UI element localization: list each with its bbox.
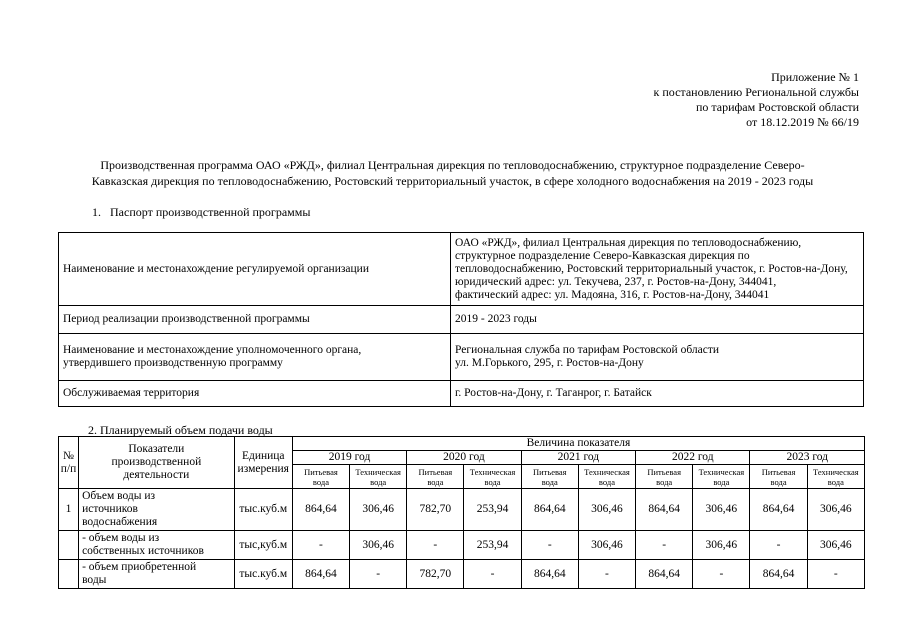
table-row <box>59 531 865 560</box>
label-line: утвердившего производственную программу <box>63 357 283 369</box>
value-line: тепловодоснабжению, Ростовский территориальный участок, г. Ростов-на-Дону, <box>455 262 848 275</box>
header-year: 2019 год <box>292 451 406 465</box>
header-text: вода <box>541 476 558 487</box>
header-technical-water <box>464 465 521 489</box>
header-text: Питьевая <box>761 466 796 477</box>
cell-value: 306,46 <box>578 531 635 560</box>
cell-value: 864,64 <box>750 560 807 589</box>
header-year: 2021 год <box>521 451 635 465</box>
header-number <box>59 437 79 489</box>
section1-title: Паспорт производственной программы <box>110 205 311 219</box>
indicator-line: воды <box>82 574 107 586</box>
row-unit: тыс.куб.м <box>234 560 292 589</box>
appendix-line: от 18.12.2019 № 66/19 <box>746 115 859 129</box>
cell-value: 864,64 <box>636 560 693 589</box>
cell-value: 864,64 <box>521 560 578 589</box>
header-unit <box>234 437 292 489</box>
row-indicator <box>79 531 235 560</box>
row-indicator <box>79 489 235 531</box>
value-line: 2019 - 2023 годы <box>455 313 537 325</box>
cell-value: 253,94 <box>464 489 521 531</box>
header-text: вода <box>427 476 444 487</box>
header-technical-water <box>350 465 407 489</box>
value-line: фактический адрес: ул. Мадояна, 316, г. Ростов-на-Дону, 344041 <box>455 288 770 301</box>
row-number <box>59 531 79 560</box>
cell-value: 306,46 <box>578 489 635 531</box>
cell-value: 306,46 <box>807 489 864 531</box>
header-text: вода <box>312 476 329 487</box>
table-row <box>59 334 864 381</box>
header-text: Техническая <box>584 466 630 477</box>
header-text: вода <box>770 476 787 487</box>
value-line: ОАО «РЖД», филиал Центральная дирекция по тепловодоснабжению, <box>455 236 802 249</box>
header-drinking-water <box>750 465 807 489</box>
cell-value: 864,64 <box>292 560 349 589</box>
passport-label: Обслуживаемая территория <box>59 381 451 407</box>
header-text: Питьевая <box>418 466 453 477</box>
table-row <box>59 489 865 531</box>
header-text: п/п <box>60 462 77 475</box>
header-text: Техническая <box>698 466 745 477</box>
passport-value <box>451 381 864 407</box>
table-row <box>59 306 864 334</box>
table-row <box>59 560 865 589</box>
header-technical-water <box>693 465 750 489</box>
cell-value: 864,64 <box>750 489 807 531</box>
header-text: производственной <box>111 456 202 468</box>
header-drinking-water <box>636 465 693 489</box>
value-line: ул. М.Горького, 295, г. Ростов-на-Дону <box>455 357 644 369</box>
title-line: Производственная программа ОАО «РЖД», филиал Центральная дирекция по тепловодоснабжению, структурное подразделение Северо- <box>100 158 805 172</box>
row-indicator <box>79 560 235 589</box>
indicator-line: собственных источников <box>82 545 204 557</box>
header-text: вода <box>598 476 615 487</box>
cell-value: 864,64 <box>292 489 349 531</box>
header-value: Величина показателя <box>292 437 864 451</box>
header-text: вода <box>370 476 387 487</box>
passport-label: Наименование и местонахождение регулируемой организации <box>59 233 451 306</box>
row-unit: тыс.куб.м <box>234 489 292 531</box>
appendix-line: по тарифам Ростовской области <box>695 100 859 114</box>
volume-table <box>58 436 865 589</box>
header-text: № <box>63 449 75 462</box>
header-text: Питьевая <box>647 466 681 477</box>
passport-value <box>451 306 864 334</box>
header-drinking-water <box>521 465 578 489</box>
value-line: юридический адрес: ул. Текучева, 237, г. Ростов-на-Дону, 344041, <box>455 275 777 288</box>
indicator-line: - объем воды из <box>82 532 160 544</box>
value-line: структурное подразделение Северо-Кавказская дирекция по <box>455 249 750 262</box>
header-text: измерения <box>237 462 289 475</box>
header-drinking-water <box>407 465 464 489</box>
section2-heading: 2. Планируемый объем подачи воды <box>88 423 273 437</box>
cell-value: 864,64 <box>636 489 693 531</box>
title-line: Кавказская дирекция по тепловодоснабжению, Ростовский территориальный участок, в сфере холодного водоснабжения на 2019 - 2023 годы <box>91 174 814 188</box>
passport-value <box>451 233 864 306</box>
cell-value: 782,70 <box>407 560 464 589</box>
row-number <box>59 560 79 589</box>
header-text: Показатели <box>128 443 185 455</box>
label-line: Наименование и местонахождение уполномоченного органа, <box>63 344 362 356</box>
header-technical-water <box>578 465 635 489</box>
section1-heading <box>92 205 310 220</box>
header-text: Питьевая <box>532 466 567 477</box>
cell-value: 306,46 <box>807 531 864 560</box>
cell-value: - <box>521 531 578 560</box>
cell-value: - <box>693 560 750 589</box>
cell-value: - <box>350 560 407 589</box>
header-year: 2022 год <box>636 451 750 465</box>
header-text: Техническая <box>469 466 516 477</box>
header-year: 2020 год <box>407 451 521 465</box>
header-text: вода <box>713 476 730 487</box>
passport-value <box>451 334 864 381</box>
header-text: вода <box>656 476 673 487</box>
cell-value: 306,46 <box>350 531 407 560</box>
header-year: 2023 год <box>750 451 865 465</box>
table-header-row <box>59 437 865 451</box>
cell-value: - <box>807 560 864 589</box>
value-line: Региональная служба по тарифам Ростовской области <box>455 344 720 356</box>
appendix-line: к постановлению Региональной службы <box>653 85 859 99</box>
cell-value: - <box>750 531 807 560</box>
header-drinking-water <box>292 465 349 489</box>
value-line: г. Ростов-на-Дону, г. Таганрог, г. Батайск <box>455 387 652 399</box>
row-unit: тыс,куб.м <box>234 531 292 560</box>
header-text: Единица <box>241 449 285 462</box>
cell-value: - <box>464 560 521 589</box>
header-text: Техническая <box>355 466 401 477</box>
header-text: деятельности <box>123 469 190 481</box>
passport-label: Период реализации производственной программы <box>59 306 451 334</box>
header-text: вода <box>484 476 501 487</box>
indicator-line: - объем приобретенной <box>82 561 197 573</box>
header-text: Техническая <box>813 466 859 477</box>
cell-value: - <box>636 531 693 560</box>
cell-value: 253,94 <box>464 531 521 560</box>
cell-value: - <box>292 531 349 560</box>
section1-number: 1. <box>92 205 101 219</box>
cell-value: - <box>578 560 635 589</box>
cell-value: 864,64 <box>521 489 578 531</box>
cell-value: 306,46 <box>693 489 750 531</box>
cell-value: 782,70 <box>407 489 464 531</box>
cell-value: 306,46 <box>350 489 407 531</box>
indicator-line: Объем воды из <box>82 490 156 502</box>
header-technical-water <box>807 465 864 489</box>
header-text: вода <box>827 476 844 487</box>
document-title <box>60 157 845 189</box>
passport-label <box>59 334 451 381</box>
table-row <box>59 233 864 306</box>
indicator-line: источников <box>82 503 138 515</box>
passport-table <box>58 232 864 407</box>
appendix-header <box>654 70 859 130</box>
header-text: Питьевая <box>304 466 338 477</box>
table-row <box>59 381 864 407</box>
row-number: 1 <box>59 489 79 531</box>
cell-value: 306,46 <box>693 531 750 560</box>
appendix-line: Приложение № 1 <box>771 70 859 84</box>
header-indicator <box>79 437 235 489</box>
cell-value: - <box>407 531 464 560</box>
indicator-line: водоснабжения <box>82 516 158 528</box>
